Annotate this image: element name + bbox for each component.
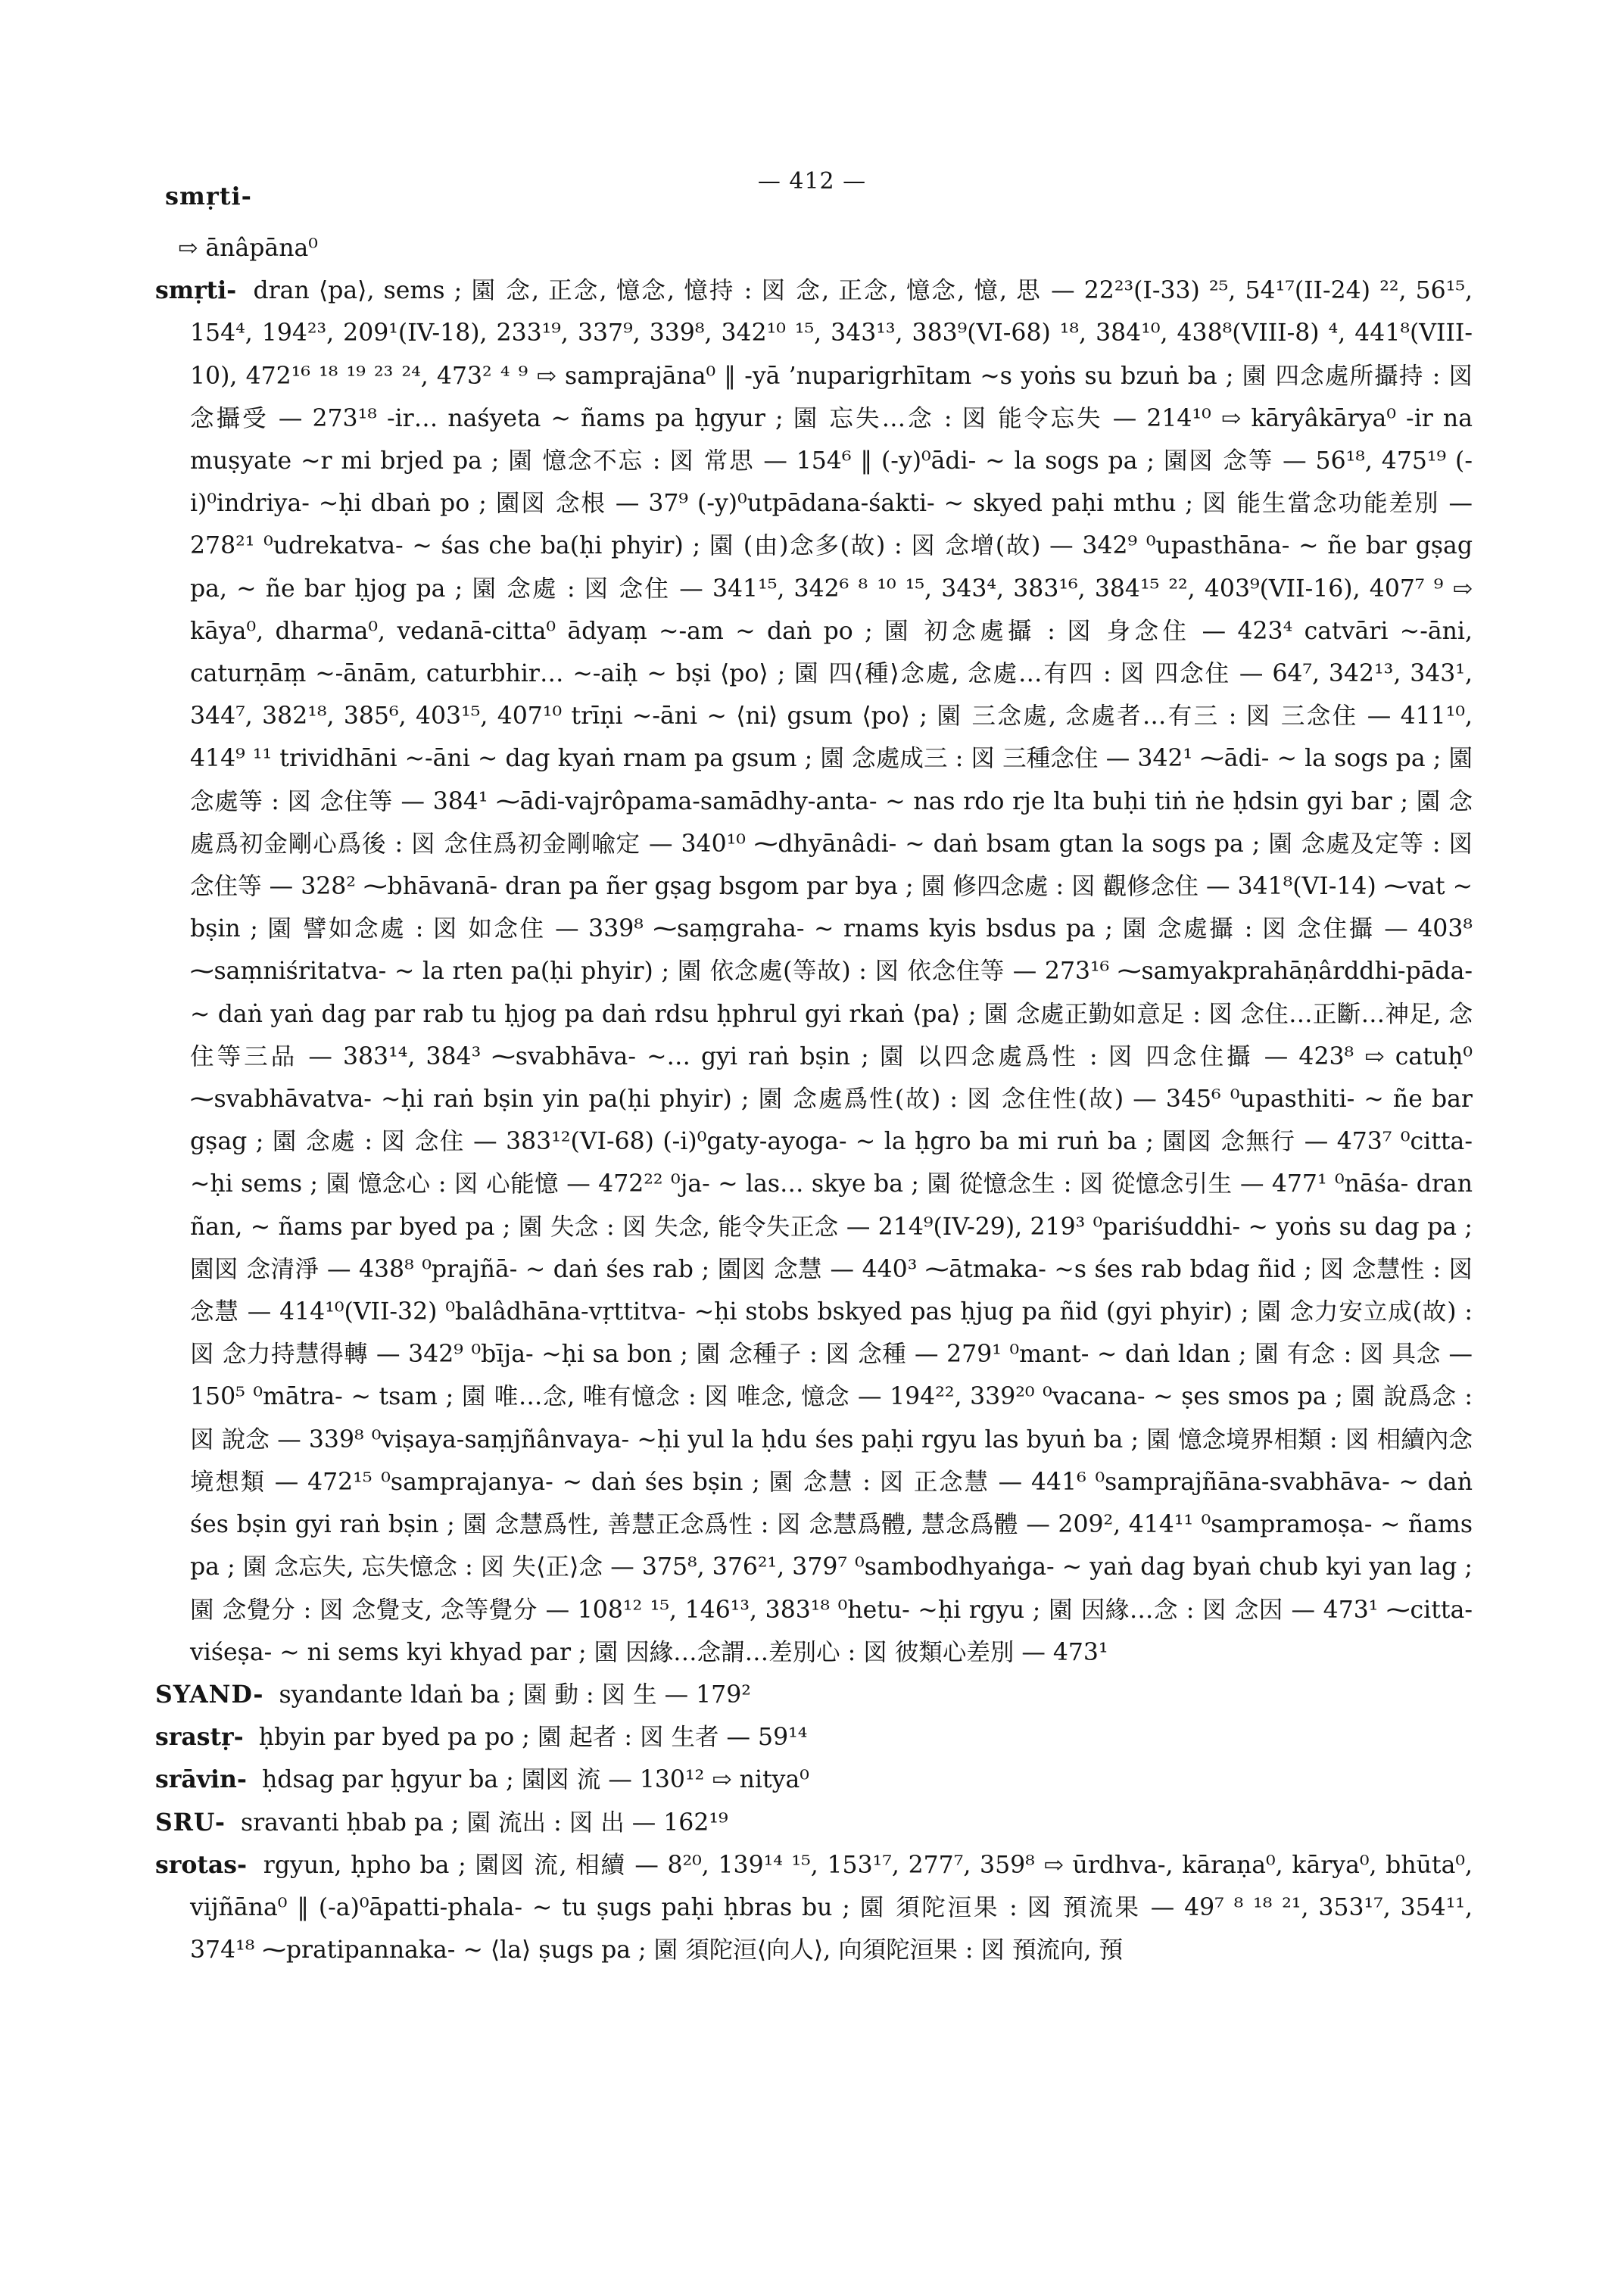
entry-sravin: [155, 1759, 1473, 1801]
entry-text: syandante ldaṅ ba ; 園 動 : 図 生 — 179²: [279, 1681, 751, 1709]
entry-headword: SRU-: [155, 1808, 226, 1837]
entry-headword: srotas-: [155, 1850, 248, 1879]
running-head: smṛti-: [165, 182, 252, 210]
entry-list: [155, 227, 1473, 1971]
entry-text: rgyun, ḥpho ba ; 園図 流, 相續 — 8²⁰, 139¹⁴ ¹⁵, 153¹⁷, 277⁷, 359⁸ ⇨ ūrdhva-, kāraṇa⁰, kārya⁰, bhūta⁰, vijñāna⁰ ‖ (-a)⁰āpatti-phala- ~ tu ṣugs paḥi ḥbras bu ; 園 須陀洹果 : 図 預流果 — 49⁷ ⁸ ¹⁸ ²¹, 353¹⁷, 354¹¹, 374¹⁸ ⁓pratipannaka- ~ ⟨la⟩ ṣugs pa ; 園 須陀洹⟨向人⟩, 向須陀洹果 : 図 預流向, 預: [190, 1851, 1473, 1964]
entry-headword: smṛti-: [155, 276, 237, 305]
entry-text: ḥdsag par ḥgyur ba ; 園図 流 — 130¹² ⇨ nitya⁰: [262, 1766, 809, 1794]
entry-srastr: [155, 1716, 1473, 1759]
entry-syand: [155, 1674, 1473, 1716]
entry-headword: SYAND-: [155, 1680, 264, 1709]
entry-headword: srāvin-: [155, 1765, 247, 1794]
entry-sru: [155, 1802, 1473, 1844]
entry-text: sravanti ḥbab pa ; 園 流出 : 図 出 — 162¹⁹: [240, 1809, 728, 1837]
entry-text: ⇨ ānâpāna⁰: [178, 235, 318, 262]
entry-crossref: [155, 227, 1473, 269]
entry-text: ḥbyin par byed pa po ; 園 起者 : 図 生者 — 59¹⁴: [258, 1724, 808, 1752]
entry-text: dran ⟨pa⟩, sems ; 園 念, 正念, 憶念, 憶持 : 図 念, 正念, 憶念, 憶, 思 — 22²³(I-33) ²⁵, 54¹⁷(II-24) ²², 56¹⁵, 154⁴, 194²³, 209¹(IV-18), 233¹⁹, 337⁹, 339⁸, 342¹⁰ ¹⁵, 343¹³, 383⁹(VI-68) ¹⁸, 384¹⁰, 438⁸(VIII-8) ⁴, 441⁸(VIII-10), 472¹⁶ ¹⁸ ¹⁹ ²³ ²⁴, 473² ⁴ ⁹ ⇨ samprajāna⁰ ‖ -yā ’nuparigrhītam ~s yoṅs su bzuṅ ba ; 園 四念處所攝持 : 図 念攝受 — 273¹⁸ -ir… naśyeta ~ ñams pa ḥgyur ; 園 忘失…念 : 図 能令忘失 — 214¹⁰ ⇨ kāryâkārya⁰ -ir na muṣyate ~r mi brjed pa ; 園 憶念不忘 : 図 常思 — 154⁶ ‖ (-y)⁰ādi- ~ la sogs pa ; 園図 念等 — 56¹⁸, 475¹⁹ (-i)⁰indriya- ~ḥi dbaṅ po ; 園図 念根 — 37⁹ (-y)⁰utpādana-śakti- ~ skyed paḥi mthu ; 図 能生當念功能差別 — 278²¹ ⁰udrekatva- ~ śas che ba(ḥi phyir) ; 園 (由)念多(故) : 図 念增(故) — 342⁹ ⁰upasthāna- ~ ñe bar gṣag pa, ~ ñe bar ḥjog pa ; 園 念處 : 図 念住 — 341¹⁵, 342⁶ ⁸ ¹⁰ ¹⁵, 343⁴, 383¹⁶, 384¹⁵ ²², 403⁹(VII-16), 407⁷ ⁹ ⇨ kāya⁰, dharma⁰, vedanā-citta⁰ ādyaṃ ~-am ~ daṅ po ; 園 初念處攝 : 図 身念住 — 423⁴ catvāri ~-āni, caturṇāṃ ~-ānām, caturbhir… ~-aiḥ ~ bṣi ⟨po⟩ ; 園 四⟨種⟩念處, 念處…有四 : 図 四念住 — 64⁷, 342¹³, 343¹, 344⁷, 382¹⁸, 385⁶, 403¹⁵, 407¹⁰ trīṇi ~-āni ~ ⟨ni⟩ gsum ⟨po⟩ ; 園 三念處, 念處者…有三 : 図 三念住 — 411¹⁰, 414⁹ ¹¹ trividhāni ~-āni ~ dag kyaṅ rnam pa gsum ; 園 念處成三 : 図 三種念住 — 342¹ ⁓ādi- ~ la sogs pa ; 園 念處等 : 図 念住等 — 384¹ ⁓ādi-vajrôpama-samādhy-anta- ~ nas rdo rje lta buḥi tiṅ ṅe ḥdsin gyi bar ; 園 念處爲初金剛心爲後 : 図 念住爲初金剛喩定 — 340¹⁰ ⁓dhyānâdi- ~ daṅ bsam gtan la sogs pa ; 園 念處及定等 : 図 念住等 — 328² ⁓bhāvanā- dran pa ñer gṣag bsgom par bya ; 園 修四念處 : 図 觀修念住 — 341⁸(VI-14) ⁓vat ~ bṣin ; 園 譬如念處 : 図 如念住 — 339⁸ ⁓saṃgraha- ~ rnams kyis bsdus pa ; 園 念處攝 : 図 念住攝 — 403⁸ ⁓saṃniśritatva- ~ la rten pa(ḥi phyir) ; 園 依念處(等故) : 図 依念住等 — 273¹⁶ ⁓samyakprahāṇârddhi-pāda- ~ daṅ yaṅ dag par rab tu ḥjog pa daṅ rdsu ḥphrul gyi rkaṅ ⟨pa⟩ ; 園 念處正勤如意足 : 図 念住…正斷…神足, 念住等三品 — 383¹⁴, 384³ ⁓svabhāva- ~… gyi raṅ bṣin ; 園 以四念處爲性 : 図 四念住攝 — 423⁸ ⇨ catuḥ⁰ ⁓svabhāvatva- ~ḥi raṅ bṣin yin pa(ḥi phyir) ; 園 念處爲性(故) : 図 念住性(故) — 345⁶ ⁰upasthiti- ~ ñe bar gṣag ; 園 念處 : 図 念住 — 383¹²(VI-68) (-i)⁰gaty-ayoga- ~ la ḥgro ba mi ruṅ ba ; 園図 念無行 — 473⁷ ⁰citta- ~ḥi sems ; 園 憶念心 : 図 心能憶 — 472²² ⁰ja- ~ las… skye ba ; 園 從憶念生 : 図 從憶念引生 — 477¹ ⁰nāśa- dran ñan, ~ ñams par byed pa ; 園 失念 : 図 失念, 能令失正念 — 214⁹(IV-29), 219³ ⁰pariśuddhi- ~ yoṅs su dag pa ; 園図 念清淨 — 438⁸ ⁰prajñā- ~ daṅ śes rab ; 園図 念慧 — 440³ ⁓ātmaka- ~s śes rab bdag ñid ; 図 念慧性 : 図 念慧 — 414¹⁰(VII-32) ⁰balâdhāna-vṛttitva- ~ḥi stobs bskyed pas ḥjug pa ñid (gyi phyir) ; 園 念力安立成(故) : 図 念力持慧得轉 — 342⁹ ⁰bīja- ~ḥi sa bon ; 園 念種子 : 図 念種 — 279¹ ⁰mant- ~ daṅ ldan ; 園 有念 : 図 具念 — 150⁵ ⁰mātra- ~ tsam ; 園 唯…念, 唯有憶念 : 図 唯念, 憶念 — 194²², 339²⁰ ⁰vacana- ~ ṣes smos pa ; 園 說爲念 : 図 說念 — 339⁸ ⁰viṣaya-saṃjñânvaya- ~ḥi yul la ḥdu śes paḥi rgyu las byuṅ ba ; 園 憶念境界相類 : 図 相續內念境想類 — 472¹⁵ ⁰samprajanya- ~ daṅ śes bṣin ; 園 念慧 : 図 正念慧 — 441⁶ ⁰samprajñāna-svabhāva- ~ daṅ śes bṣin gyi raṅ bṣin ; 園 念慧爲性, 善慧正念爲性 : 図 念慧爲體, 慧念爲體 — 209², 414¹¹ ⁰sampramoṣa- ~ ñams pa ; 園 念忘失, 忘失憶念 : 図 失⟨正⟩念 — 375⁸, 376²¹, 379⁷ ⁰sambodhyaṅga- ~ yaṅ dag byaṅ chub kyi yan lag ; 園 念覺分 : 図 念覺支, 念等覺分 — 108¹² ¹⁵, 146¹³, 383¹⁸ ⁰hetu- ~ḥi rgyu ; 園 因緣…念 : 図 念因 — 473¹ ⁓citta-viśeṣa- ~ ni sems kyi khyad par ; 園 因緣…念謂…差別心 : 図 彼類心差別 — 473¹: [190, 277, 1473, 1666]
page-number: — 412 —: [757, 168, 867, 195]
entry-headword: srastṛ-: [155, 1723, 244, 1752]
entry-smrti: [155, 269, 1473, 1674]
entry-srotas: [155, 1844, 1473, 1972]
